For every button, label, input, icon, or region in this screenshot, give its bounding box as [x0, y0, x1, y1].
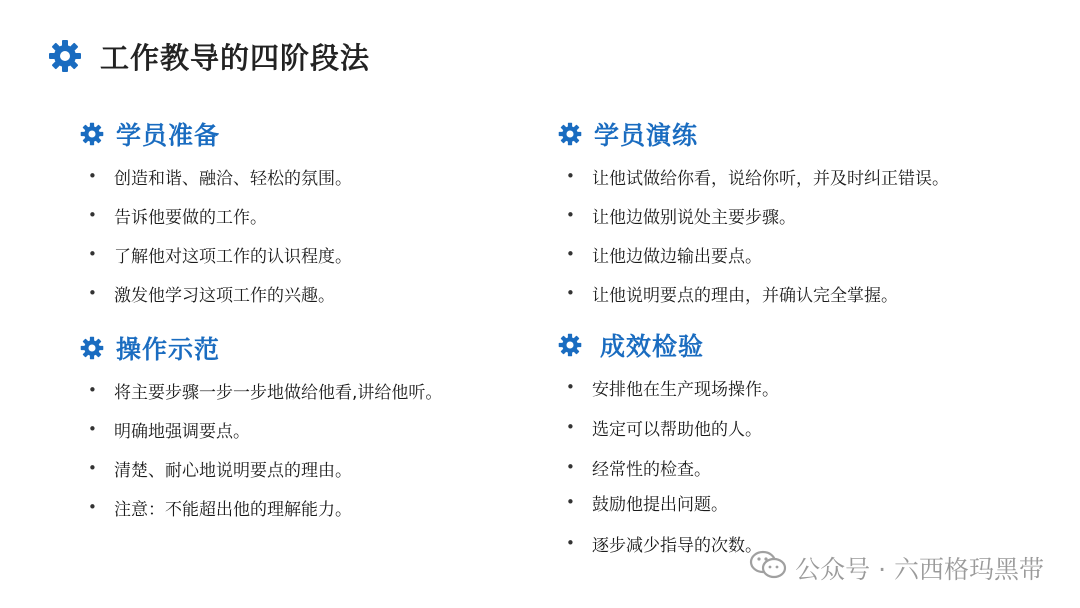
section-trainee-preparation: [80, 117, 520, 317]
list-item-text: 安排他在生产现场操作。: [592, 379, 779, 400]
bullet-dot: •: [88, 420, 97, 438]
list-item: [80, 164, 352, 188]
section-header: [80, 117, 520, 151]
section-title: 学员演练: [594, 121, 699, 150]
list-item-text: 让他试做给你看，说给你听，并及时纠正错误。: [592, 168, 949, 189]
list-item: [558, 490, 728, 514]
bullet-dot: •: [566, 167, 575, 185]
bullet-dot: •: [566, 284, 575, 302]
list-item-text: 逐步减少指导的次数。: [592, 535, 762, 556]
bullet-dot: •: [88, 284, 97, 302]
list-item-text: 鼓励他提出问题。: [592, 494, 728, 515]
bullet-dot: •: [566, 493, 575, 511]
list-item-text: 创造和谐、融洽、轻松的氛围。: [114, 168, 352, 189]
watermark-text: 公众号 · 六西格玛黑带: [795, 555, 1044, 584]
slide-header: [48, 36, 370, 76]
bullet-dot: •: [88, 167, 97, 185]
bullet-dot: •: [566, 418, 575, 436]
section-title: 操作示范: [116, 335, 221, 364]
list-item: [80, 378, 442, 402]
bullet-dot: •: [566, 534, 575, 552]
watermark: [749, 548, 1044, 588]
bullet-dot: •: [88, 206, 97, 224]
section-header: [80, 331, 540, 365]
bullet-dot: •: [88, 381, 97, 399]
list-item-text: 选定可以帮助他的人。: [592, 419, 762, 440]
section-effectiveness-check: [558, 328, 1038, 568]
list-item: [558, 164, 949, 188]
bullet-dot: •: [88, 498, 97, 516]
list-item: [80, 281, 335, 305]
list-item-text: 明确地强调要点。: [114, 421, 250, 442]
list-item: [558, 242, 762, 266]
list-item: [558, 281, 898, 305]
list-item-text: 让他边做边输出要点。: [592, 246, 762, 267]
list-item: [558, 415, 762, 439]
list-item: [558, 203, 796, 227]
list-item-text: 将主要步骤一步一步地做给他看,讲给他听。: [114, 382, 443, 403]
list-item-text: 让他边做别说处主要步骤。: [592, 207, 796, 228]
gear-icon: [558, 122, 582, 146]
list-item-text: 让他说明要点的理由，并确认完全掌握。: [592, 285, 898, 306]
slide-title: 工作教导的四阶段法: [100, 40, 371, 75]
bullet-dot: •: [566, 245, 575, 263]
list-item: [80, 242, 352, 266]
section-trainee-practice: [558, 117, 1038, 317]
list-item-text: 激发他学习这项工作的兴趣。: [114, 285, 335, 306]
wechat-icon: [749, 550, 787, 586]
bullet-dot: •: [88, 245, 97, 263]
list-item: [558, 375, 779, 399]
list-item: [80, 203, 267, 227]
list-item-text: 了解他对这项工作的认识程度。: [114, 246, 352, 267]
section-title: 学员准备: [116, 121, 221, 150]
list-item-text: 清楚、耐心地说明要点的理由。: [114, 460, 352, 481]
list-item: [558, 531, 762, 555]
list-item: [80, 495, 352, 519]
list-item-text: 注意：不能超出他的理解能力。: [114, 499, 352, 520]
bullet-dot: •: [566, 458, 575, 476]
list-item-text: 告诉他要做的工作。: [114, 207, 267, 228]
gear-icon: [558, 333, 582, 357]
list-item: [80, 417, 250, 441]
bullet-dot: •: [566, 206, 575, 224]
section-demonstration: [80, 331, 540, 531]
list-item-text: 经常性的检查。: [592, 459, 711, 480]
section-header: [558, 117, 1038, 151]
gear-icon: [48, 39, 82, 73]
list-item: [80, 456, 352, 480]
gear-icon: [80, 122, 104, 146]
section-header: [558, 328, 1038, 362]
bullet-dot: •: [566, 378, 575, 396]
section-title: 成效检验: [600, 332, 705, 361]
list-item: [558, 455, 711, 479]
bullet-dot: •: [88, 459, 97, 477]
gear-icon: [80, 336, 104, 360]
